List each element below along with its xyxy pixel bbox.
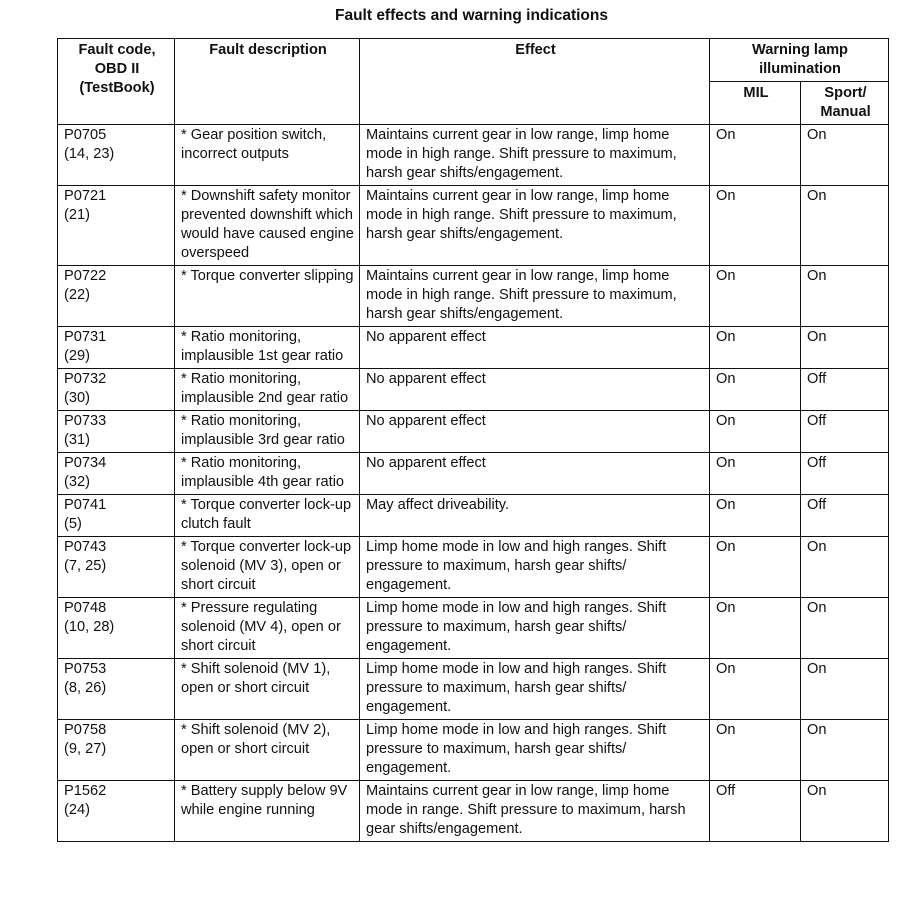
fault-description-cell: * Shift solenoid (MV 1), open or short circuit <box>175 659 360 720</box>
fault-code: P0748 <box>64 600 107 616</box>
table-row <box>58 369 889 411</box>
fault-code: P0705 <box>64 127 107 143</box>
table-title: Fault effects and warning indications <box>334 7 608 24</box>
fault-code-cell <box>58 266 175 327</box>
mil-cell: On <box>710 369 801 411</box>
fault-code: P0753 <box>64 661 107 677</box>
sport-manual-cell: On <box>801 266 889 327</box>
header-fault-code: Fault code, OBD II (TestBook) <box>58 39 175 125</box>
table-row <box>58 266 889 327</box>
fault-code: P0743 <box>64 539 107 555</box>
fault-code: P0733 <box>64 413 107 429</box>
sport-manual-cell: On <box>801 781 889 842</box>
mil-cell: Off <box>710 781 801 842</box>
mil-cell: On <box>710 659 801 720</box>
effect-cell: Maintains current gear in low range, limp home mode in high range. Shift pressure to maximum, harsh gear shifts/engagement. <box>360 125 710 186</box>
testbook-code: (21) <box>64 207 90 223</box>
sport-manual-cell: On <box>801 327 889 369</box>
fault-code-cell <box>58 720 175 781</box>
testbook-code: (14, 23) <box>64 146 115 162</box>
fault-description-cell: * Torque converter lock-up clutch fault <box>175 495 360 537</box>
fault-description-cell: * Gear position switch, incorrect outputs <box>175 125 360 186</box>
table-row <box>58 327 889 369</box>
fault-code-cell <box>58 453 175 495</box>
fault-code: P0722 <box>64 268 107 284</box>
header-fault-description: Fault description <box>175 39 360 125</box>
fault-description-cell: * Downshift safety monitor prevented downshift which would have caused engine overspeed <box>175 186 360 266</box>
sport-manual-cell: On <box>801 720 889 781</box>
table-row <box>58 720 889 781</box>
effect-cell: Limp home mode in low and high ranges. Shift pressure to maximum, harsh gear shifts/ engagement. <box>360 598 710 659</box>
testbook-code: (5) <box>64 516 82 532</box>
fault-code-cell <box>58 411 175 453</box>
fault-code-cell <box>58 125 175 186</box>
effect-cell: Limp home mode in low and high ranges. Shift pressure to maximum, harsh gear shifts/ engagement. <box>360 537 710 598</box>
fault-description-cell: * Pressure regulating solenoid (MV 4), open or short circuit <box>175 598 360 659</box>
testbook-code: (31) <box>64 432 90 448</box>
testbook-code: (32) <box>64 474 90 490</box>
sport-manual-cell: On <box>801 659 889 720</box>
fault-code-cell <box>58 598 175 659</box>
testbook-code: (29) <box>64 348 90 364</box>
effect-cell: Limp home mode in low and high ranges. Shift pressure to maximum, harsh gear shifts/ engagement. <box>360 720 710 781</box>
table-row <box>58 495 889 537</box>
testbook-code: (7, 25) <box>64 558 107 574</box>
testbook-code: (8, 26) <box>64 680 107 696</box>
mil-cell: On <box>710 266 801 327</box>
table-body <box>58 125 889 842</box>
fault-code-cell <box>58 781 175 842</box>
fault-code-cell <box>58 186 175 266</box>
effect-cell: No apparent effect <box>360 411 710 453</box>
sport-manual-cell: On <box>801 537 889 598</box>
fault-code: P0741 <box>64 497 107 513</box>
effect-cell: No apparent effect <box>360 453 710 495</box>
table-row <box>58 598 889 659</box>
testbook-code: (30) <box>64 390 90 406</box>
fault-effects-table <box>57 38 889 842</box>
fault-description-cell: * Ratio monitoring, implausible 3rd gear ratio <box>175 411 360 453</box>
sport-manual-cell: On <box>801 125 889 186</box>
header-sport-manual: Sport/ Manual <box>801 82 889 125</box>
table-row <box>58 186 889 266</box>
fault-code: P0721 <box>64 188 107 204</box>
fault-code: P1562 <box>64 783 107 799</box>
fault-description-cell: * Shift solenoid (MV 2), open or short circuit <box>175 720 360 781</box>
effect-cell: May affect driveability. <box>360 495 710 537</box>
fault-description-cell: * Torque converter lock-up solenoid (MV 3), open or short circuit <box>175 537 360 598</box>
fault-description-cell: * Torque converter slipping <box>175 266 360 327</box>
fault-code-cell <box>58 369 175 411</box>
fault-code: P0731 <box>64 329 107 345</box>
header-effect: Effect <box>360 39 710 125</box>
effect-cell: No apparent effect <box>360 369 710 411</box>
fault-code-cell <box>58 327 175 369</box>
fault-code-cell <box>58 495 175 537</box>
header-warning-lamp: Warning lamp illumination <box>710 39 889 82</box>
testbook-code: (24) <box>64 802 90 818</box>
fault-code: P0758 <box>64 722 107 738</box>
fault-code-cell <box>58 537 175 598</box>
effect-cell: Maintains current gear in low range, limp home mode in high range. Shift pressure to maximum, harsh gear shifts/engagement. <box>360 266 710 327</box>
fault-description-cell: * Ratio monitoring, implausible 4th gear ratio <box>175 453 360 495</box>
fault-description-cell: * Ratio monitoring, implausible 1st gear ratio <box>175 327 360 369</box>
mil-cell: On <box>710 720 801 781</box>
mil-cell: On <box>710 598 801 659</box>
fault-code: P0734 <box>64 455 107 471</box>
mil-cell: On <box>710 186 801 266</box>
mil-cell: On <box>710 411 801 453</box>
table-row <box>58 453 889 495</box>
mil-cell: On <box>710 537 801 598</box>
effect-cell: Maintains current gear in low range, limp home mode in high range. Shift pressure to maximum, harsh gear shifts/engagement. <box>360 186 710 266</box>
table-row <box>58 781 889 842</box>
effect-cell: No apparent effect <box>360 327 710 369</box>
sport-manual-cell: On <box>801 186 889 266</box>
table-row <box>58 537 889 598</box>
effect-cell: Maintains current gear in low range, limp home mode in range. Shift pressure to maximum, harsh gear shifts/engagement. <box>360 781 710 842</box>
header-mil: MIL <box>710 82 801 125</box>
fault-code-cell <box>58 659 175 720</box>
testbook-code: (9, 27) <box>64 741 107 757</box>
mil-cell: On <box>710 495 801 537</box>
sport-manual-cell: Off <box>801 411 889 453</box>
sport-manual-cell: Off <box>801 453 889 495</box>
mil-cell: On <box>710 125 801 186</box>
fault-code: P0732 <box>64 371 107 387</box>
testbook-code: (22) <box>64 287 90 303</box>
fault-description-cell: * Battery supply below 9V while engine running <box>175 781 360 842</box>
table-row <box>58 125 889 186</box>
sport-manual-cell: Off <box>801 369 889 411</box>
fault-description-cell: * Ratio monitoring, implausible 2nd gear ratio <box>175 369 360 411</box>
testbook-code: (10, 28) <box>64 619 115 635</box>
sport-manual-cell: On <box>801 598 889 659</box>
effect-cell: Limp home mode in low and high ranges. Shift pressure to maximum, harsh gear shifts/ engagement. <box>360 659 710 720</box>
mil-cell: On <box>710 327 801 369</box>
table-row <box>58 659 889 720</box>
sport-manual-cell: Off <box>801 495 889 537</box>
table-row <box>58 411 889 453</box>
mil-cell: On <box>710 453 801 495</box>
